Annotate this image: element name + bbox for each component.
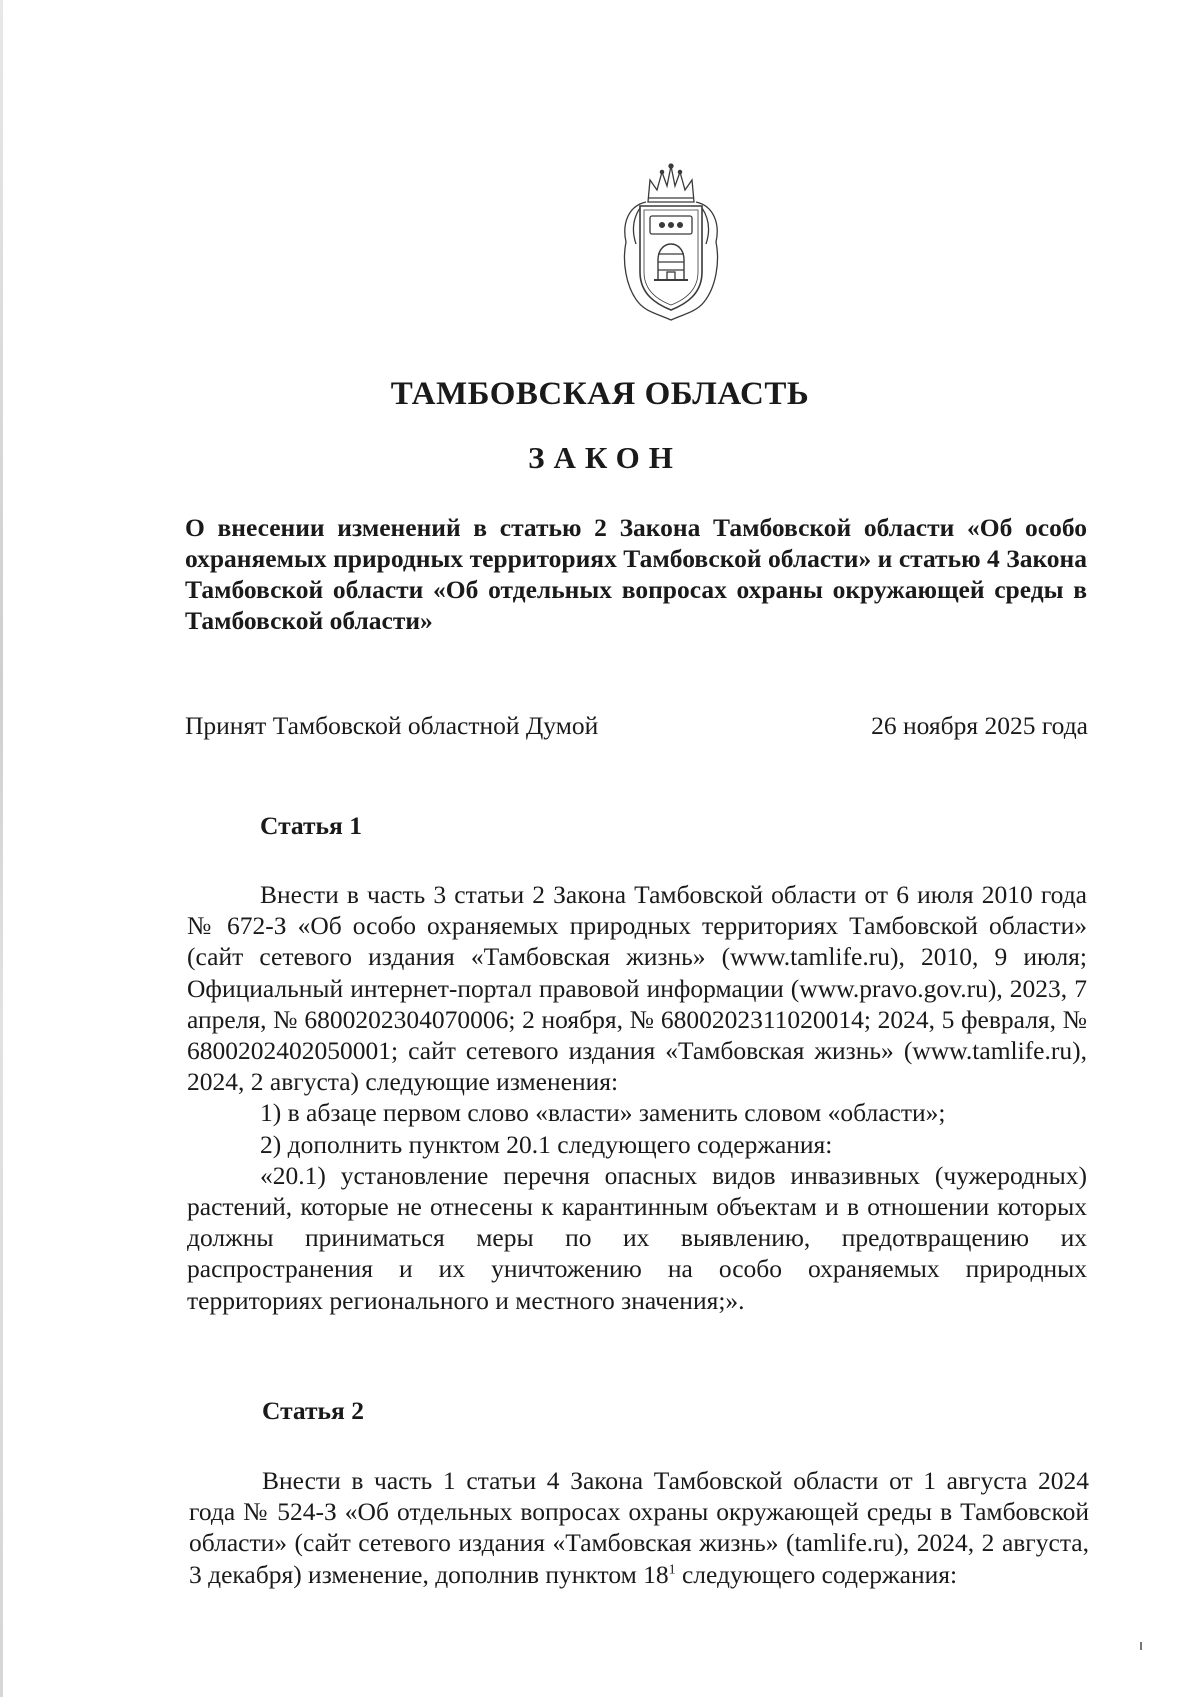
- adopted-date: 26 ноября 2025 года: [871, 711, 1088, 740]
- coat-of-arms-icon: [616, 162, 726, 332]
- article-2-heading: Статья 2: [262, 1396, 364, 1425]
- region-title: ТАМБОВСКАЯ ОБЛАСТЬ: [390, 376, 810, 412]
- adopted-by: Принят Тамбовской областной Думой: [185, 711, 599, 740]
- article-2-superscript: 1: [668, 1562, 676, 1578]
- article-1-intro: Внести в часть 3 статьи 2 Закона Тамбовской области от 6 июля 2010 года № 672-З «Об особо охраняемых природных территориях Тамбовской области» (сайт сетевого издания «Тамбовская жизнь» (www.tamlife.ru), 2010, 9 июля; Официальный интернет-портал правовой информации (www.pravo.gov.ru), 2023, 7 апреля, № 6800202304070006; 2 ноября, № 6800202311020014; 2024, 5 февраля, № 6800202402050001; сайт сетевого издания «Тамбовская жизнь» (www.tamlife.ru), 2024, 2 августа) следующие изменения:: [187, 880, 1087, 1097]
- law-subject: О внесении изменений в статью 2 Закона Тамбовской области «Об особо охраняемых природных территориях Тамбовской области» и статью 4 Закона Тамбовской области «Об отдельных вопросах охраны окружающей среды в Тамбовской области»: [185, 513, 1087, 635]
- article-1-item-2-text: «20.1) установление перечня опасных видов инвазивных (чужеродных) растений, которые не отнесены к карантинным объектам и в отношении которых должны приниматься меры по их выявлению, предотвращению их распространения и их уничтожению на особо охраняемых природных территориях регионального и местного значения;».: [187, 1160, 1087, 1315]
- scan-edge: [0, 0, 3, 1697]
- article-2-text: [189, 1465, 1089, 1590]
- article-1-item-2: 2) дополнить пунктом 20.1 следующего содержания:: [260, 1129, 833, 1159]
- article-2-text-tail: следующего содержания:: [675, 1559, 958, 1589]
- article-1-item-1: 1) в абзаце первом слово «власти» заменить словом «области»;: [260, 1098, 946, 1128]
- scan-speck: [1140, 1642, 1142, 1650]
- article-1-heading: Статья 1: [260, 811, 362, 840]
- article-2-text-main: Внести в часть 1 статьи 4 Закона Тамбовской области от 1 августа 2024 года № 524-З «Об отдельных вопросах охраны окружающей среды в Тамбовской области» (сайт сетевого издания «Тамбовская жизнь» (tamlife.ru), 2024, 2 августа, 3 декабря) изменение, дополнив пунктом 18: [189, 1466, 1089, 1589]
- document-type: ЗАКОН: [528, 440, 682, 475]
- article-1-body: [187, 879, 1087, 1316]
- article-2-body: [189, 1465, 1089, 1590]
